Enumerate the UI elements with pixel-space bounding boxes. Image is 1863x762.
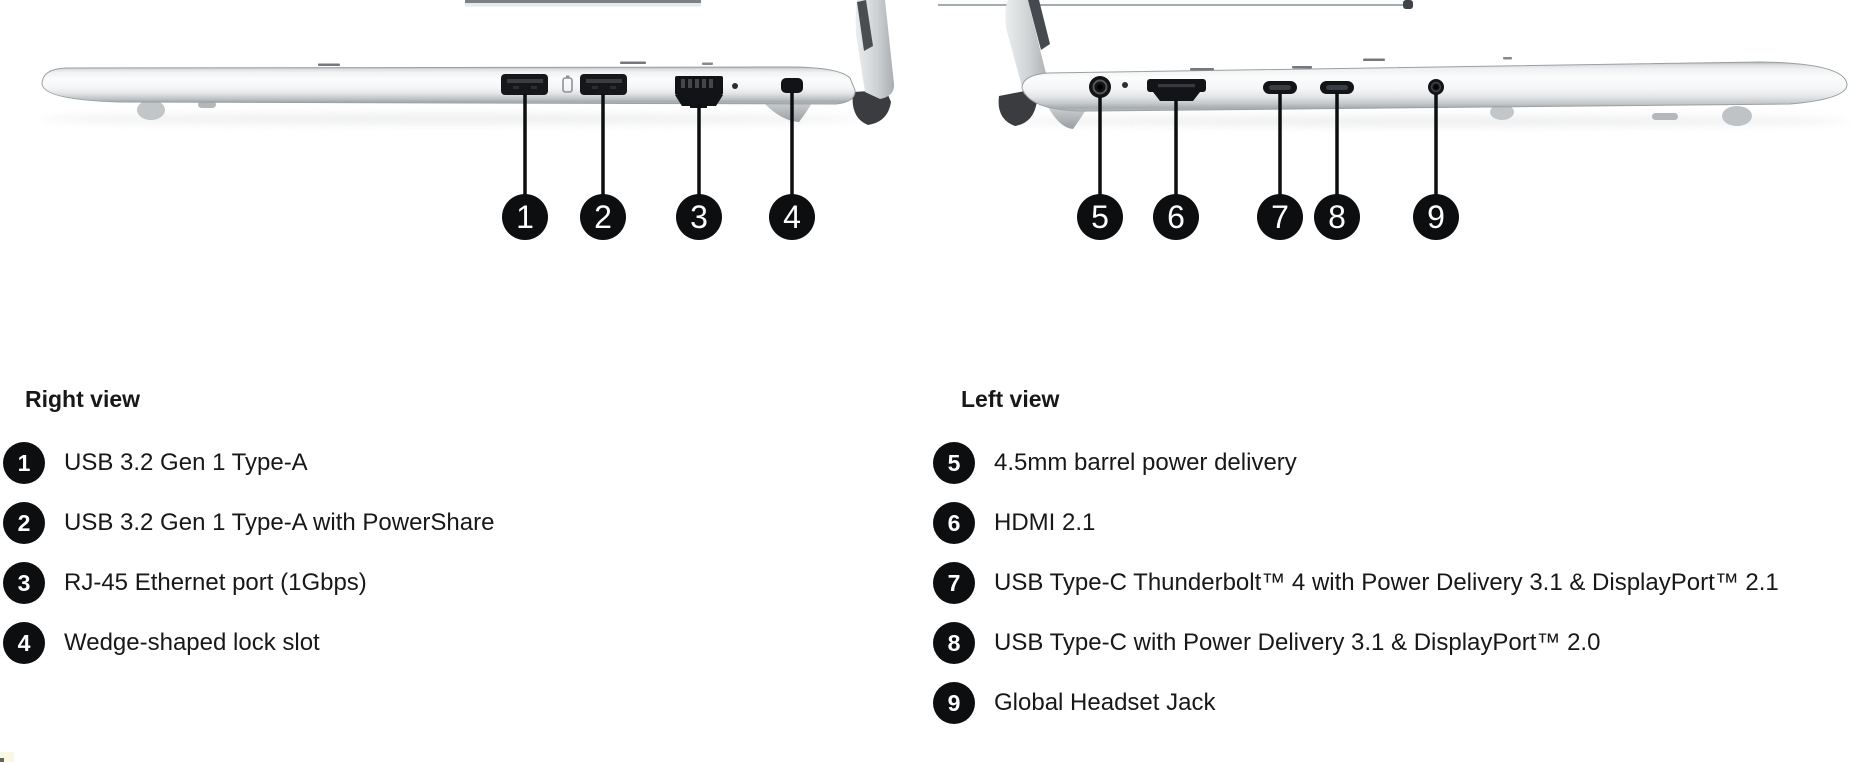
usb-a-port-1 <box>501 74 548 95</box>
status-led-dot <box>1122 82 1128 88</box>
usb-c-port-1 <box>1263 81 1297 94</box>
headset-jack-port <box>1428 79 1444 95</box>
callout-number-7: 7 <box>1271 199 1289 235</box>
callouts-right-view <box>502 194 815 240</box>
legend-label-6: HDMI 2.1 <box>994 509 1096 536</box>
legend-label-3: RJ-45 Ethernet port (1Gbps) <box>64 569 367 596</box>
legend-label-5: 4.5mm barrel power delivery <box>994 449 1297 476</box>
legend-label-7: USB Type-C Thunderbolt™ 4 with Power Delivery 3.1 & DisplayPort™ 2.1 <box>994 569 1779 596</box>
legend-item-6 <box>933 502 1095 544</box>
legend-number-badge-4: 4 <box>3 622 45 664</box>
rubber-foot-small <box>1652 113 1678 120</box>
legend-item-3 <box>3 562 367 604</box>
rubber-foot <box>137 100 165 120</box>
legend-number-badge-2: 2 <box>3 502 45 544</box>
callout-number-3: 3 <box>690 199 708 235</box>
legend-item-9 <box>933 682 1215 724</box>
callout-number-8: 8 <box>1328 199 1346 235</box>
callout-number-9: 9 <box>1427 199 1445 235</box>
rubber-foot <box>1722 106 1752 126</box>
right-view-laptop <box>40 0 894 240</box>
status-led-dot <box>732 83 738 89</box>
lid-edge-strip <box>465 0 701 3</box>
corner-speck <box>0 758 4 762</box>
deck-vent-tick <box>1503 57 1512 60</box>
deck-vent-tick <box>702 63 713 66</box>
left-view-heading: Left view <box>961 386 1060 412</box>
legend-item-8 <box>933 622 1600 664</box>
legend-label-8: USB Type-C with Power Delivery 3.1 & DisplayPort™ 2.0 <box>994 629 1601 656</box>
lid-edge-notch <box>1403 0 1413 9</box>
legend-label-1: USB 3.2 Gen 1 Type-A <box>64 449 308 476</box>
legend-number-badge-5: 5 <box>933 442 975 484</box>
callout-number-2: 2 <box>594 199 612 235</box>
usb-a-port-2 <box>580 74 627 95</box>
right-view-heading: Right view <box>25 386 141 412</box>
legend-number-badge-8: 8 <box>933 622 975 664</box>
usb-c-port-2 <box>1320 81 1354 94</box>
bottom-left-corner-artifact <box>0 752 14 762</box>
rj45-ethernet-port <box>675 76 723 108</box>
callouts-left-view <box>1077 194 1459 240</box>
callout-number-4: 4 <box>783 199 801 235</box>
barrel-power-port <box>1089 76 1111 98</box>
legend-label-4: Wedge-shaped lock slot <box>64 629 320 656</box>
legend-item-2 <box>3 502 494 544</box>
legend-item-4 <box>3 622 320 664</box>
leader-lines-right-view <box>525 92 792 196</box>
lid-edge-strip-light <box>465 3 701 7</box>
legend-item-7 <box>933 562 1779 604</box>
callout-number-6: 6 <box>1167 199 1185 235</box>
deck-vent-tick <box>620 62 646 65</box>
left-view-laptop <box>938 0 1850 240</box>
deck-vent-tick <box>1363 59 1385 62</box>
legend-number-badge-7: 7 <box>933 562 975 604</box>
legend-item-5 <box>933 442 1297 484</box>
callout-number-1: 1 <box>516 199 534 235</box>
deck-vent-tick <box>318 64 340 67</box>
callout-number-5: 5 <box>1091 199 1109 235</box>
legend-number-badge-1: 1 <box>3 442 45 484</box>
legend-number-badge-9: 9 <box>933 682 975 724</box>
wedge-lock-slot <box>781 78 803 93</box>
port-diagram-figure <box>0 0 1863 280</box>
legend-number-badge-6: 6 <box>933 502 975 544</box>
legend-label-9: Global Headset Jack <box>994 689 1216 716</box>
legend-label-2: USB 3.2 Gen 1 Type-A with PowerShare <box>64 509 495 536</box>
deck-vent-tick <box>1292 66 1312 69</box>
legend-item-1 <box>3 442 308 484</box>
deck-vent-tick <box>1190 68 1214 71</box>
legend-number-badge-3: 3 <box>3 562 45 604</box>
